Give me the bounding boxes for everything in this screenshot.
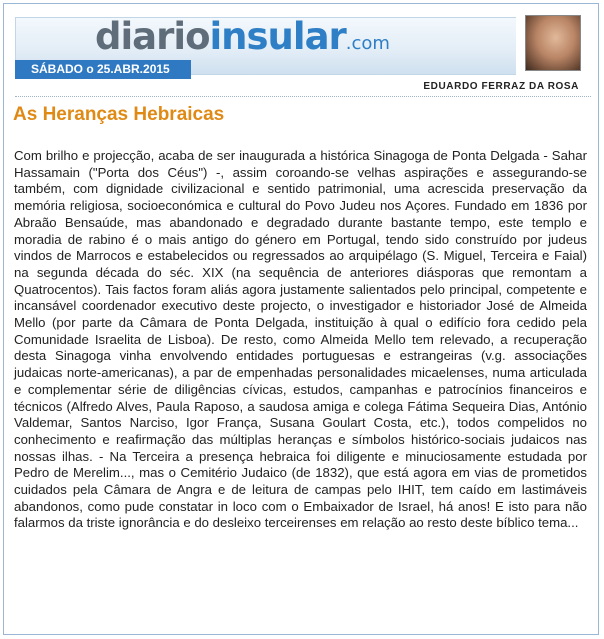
header-divider — [15, 96, 591, 97]
article-title: As Heranças Hebraicas — [13, 104, 225, 125]
masthead — [9, 9, 591, 91]
author-photo — [525, 15, 581, 71]
logo-text-diario: diario — [95, 15, 210, 58]
logo-text-insular: insular — [209, 15, 346, 58]
publication-date: SÁBADO o 25.ABR.2015 — [15, 60, 191, 79]
article-body: Com brilho e projecção, acaba de ser inaugurada a histórica Sinagoga de Ponta Delgada - Sahar Hassamain ("Porta dos Céus") -, assim coroando-se velhas aspirações e assegurando-se também, com dignidade civilizacional e sentido patrimonial, uma acrescida preservação da memória religiosa, socioeconómica e cultural do Povo Judeu nos Açores. Fundado em 1836 por Abraão Bensaúde, mas abandonado e degradado durante bastante tempo, este templo e moradia de rabino é o mais antigo do género em Portugal, tendo sido construído por judeus vindos de Marrocos e estabelecidos ou regressados ao arquipélago (S. Miguel, Terceira e Faial) na segunda década do séc. XIX (na sequência de anteriores diásporas que remontam a Quatrocentos). Tais factos foram aliás agora justamente salientados pelo principal, competente e incansável coordenador executivo deste projecto, o investigador e historiador José de Almeida Mello (por parte da Câmara de Ponta Delgada, instituição à qual o edifício fora cedido pela Comunidade Israelita de Lisboa). De resto, como Almeida Mello tem relevado, a recuperação desta Sinagoga vinha envolvendo entidades portuguesas e estrangeiras (v.g. associações judaicas norte-americanas), a par de empenhadas personalidades micaelenses, numa articulada e complementar série de diligências cívicas, estudos, campanhas e patrocínios financeiros e técnicos (Alfredo Alves, Paula Raposo, a saudosa amiga e colega Fátima Sequeira Dias, António Valdemar, Santos Narciso, Igor França, Susana Goulart Costa, etc.), todos compelidos no conhecimento e reafirmação das múltiplas heranças e símbolos histórico-sociais judaicos nas nossas ilhas. - Na Terceira a presença hebraica foi diligente e minuciosamente estudada por Pedro de Merelim..., mas o Cemitério Judaico (de 1832), que está agora em vias de prometidos cuidados pela Câmara de Angra e de leitura de campas pelo IHIT, tem caído em lastimáveis abandonos, como pude constatar in loco com o Embaixador de Israel, há anos! E isto para não falarmos da triste ignorância e do desleixo terceirenses em relação ao resto deste bíblico tema... — [14, 148, 587, 531]
author-name: EDUARDO FERRAZ DA ROSA — [423, 81, 579, 92]
site-logo[interactable] — [95, 17, 390, 64]
logo-text-tld: .com — [345, 33, 390, 54]
